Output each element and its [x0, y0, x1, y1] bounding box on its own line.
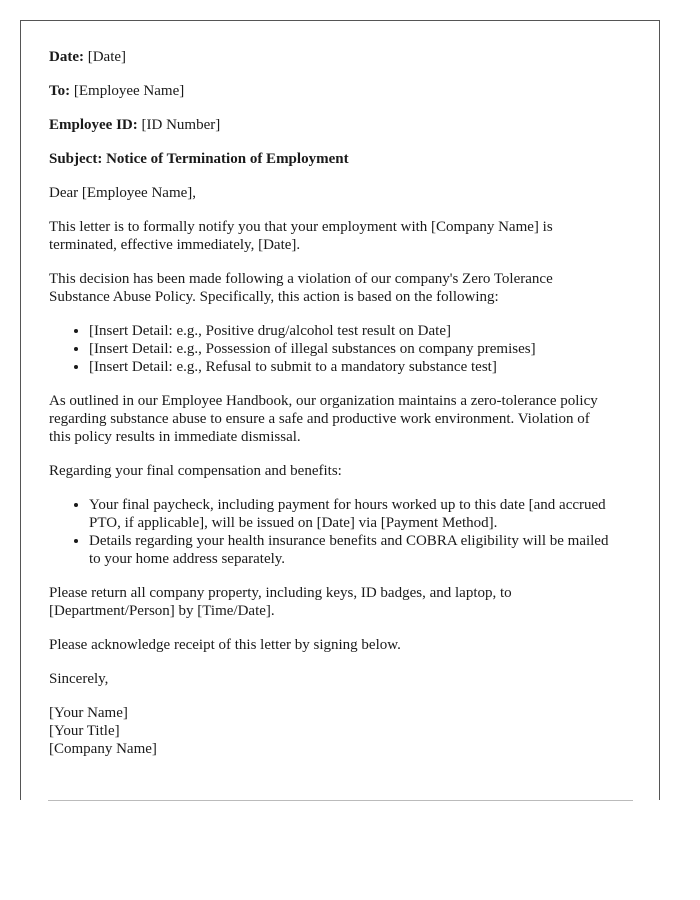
list-item: • [Insert Detail: e.g., Refusal to submit to a mandatory substance test] [89, 358, 609, 376]
compensation-list [49, 496, 609, 568]
to-label: To: [49, 83, 71, 99]
subject-line: Subject: Notice of Termination of Employment [49, 151, 349, 167]
employee-id-value: [ID Number] [141, 117, 221, 133]
signature-company: [Company Name] [49, 741, 157, 757]
list-item: • [Insert Detail: e.g., Possession of illegal substances on company premises] [89, 340, 609, 358]
letter-content [49, 48, 609, 758]
list-item: • Your final paycheck, including payment for hours worked up to this date [and accrued PTO, if applicable], will be issued on [Date] via [Payment Method]. [89, 496, 609, 532]
closing: Sincerely, [49, 671, 109, 687]
paragraph-policy: As outlined in our Employee Handbook, our organization maintains a zero-tolerance policy regarding substance abuse to ensure a safe and productive work environment. Violation of this policy results in immediate dismissal. [49, 393, 598, 445]
signature-block [49, 704, 609, 758]
letter-page [20, 20, 660, 800]
list-item: • [Insert Detail: e.g., Positive drug/alcohol test result on Date] [89, 322, 609, 340]
employee-id-line [49, 116, 609, 134]
paragraph-return-property: Please return all company property, including keys, ID badges, and laptop, to [Department/Person] by [Time/Date]. [49, 585, 512, 619]
date-line [49, 48, 609, 66]
paragraph-notification: This letter is to formally notify you that your employment with [Company Name] is terminated, effective immediately, [Date]. [49, 219, 553, 253]
employee-id-label: Employee ID: [49, 117, 138, 133]
paragraph-violation-intro: This decision has been made following a violation of our company's Zero Tolerance Substance Abuse Policy. Specifically, this action is based on the following: [49, 271, 553, 305]
signature-name: [Your Name] [49, 705, 128, 721]
signature-title: [Your Title] [49, 723, 120, 739]
greeting: Dear [Employee Name], [49, 185, 197, 201]
date-label: Date: [49, 49, 84, 65]
paragraph-compensation-intro: Regarding your final compensation and benefits: [49, 463, 342, 479]
signature-divider [48, 800, 633, 801]
to-value: [Employee Name] [73, 83, 185, 99]
to-line [49, 82, 609, 100]
date-value: [Date] [87, 49, 127, 65]
violation-list [49, 322, 609, 376]
list-item: • Details regarding your health insurance benefits and COBRA eligibility will be mailed to your home address separately. [89, 532, 609, 568]
paragraph-acknowledge: Please acknowledge receipt of this letter by signing below. [49, 637, 401, 653]
